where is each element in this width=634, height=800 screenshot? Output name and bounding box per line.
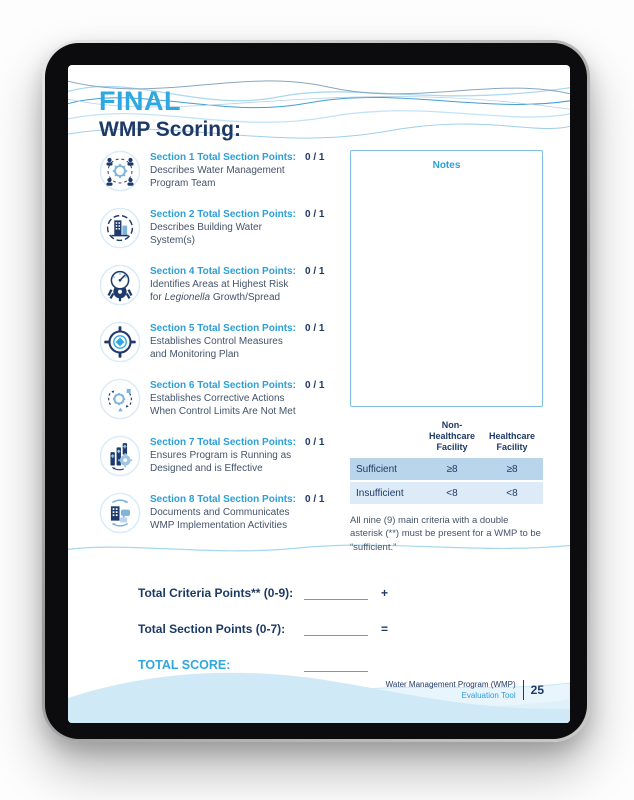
section-title: Section 4 Total Section Points:	[150, 266, 296, 277]
section-title: Section 2 Total Section Points:	[150, 209, 296, 220]
table-row-sufficient: Sufficient ≥8 ≥8	[350, 458, 543, 480]
section-desc: Establishes Control Measures and Monitoring Plan	[150, 336, 283, 360]
page-title: WMP Scoring:	[99, 118, 241, 141]
section-desc: Describes Water Management Program Team	[150, 165, 285, 189]
section-row-6	[99, 378, 337, 420]
team-gear-icon	[99, 150, 141, 192]
section-score: 0 / 1	[305, 209, 325, 220]
total-score-row	[138, 657, 388, 672]
building-water-icon	[99, 207, 141, 249]
totals-block	[138, 585, 388, 693]
section-score: 0 / 1	[305, 380, 325, 391]
control-target-icon	[99, 321, 141, 363]
total-score-blank-field[interactable]	[304, 659, 368, 672]
section-title: Section 1 Total Section Points:	[150, 152, 296, 163]
criteria-note: All nine (9) main criteria with a double asterisk (**) must be present for a WMP to be “sufficient.”	[350, 515, 541, 553]
risk-gauge-icon	[99, 264, 141, 306]
equals-operator: =	[381, 622, 389, 636]
body-columns	[99, 150, 543, 554]
documentation-comms-icon	[99, 492, 141, 534]
footer-divider	[523, 680, 524, 700]
page-footer	[386, 679, 544, 701]
section-desc: Ensures Program is Running as Designed and is Effective	[150, 450, 292, 474]
section-score: 0 / 1	[305, 437, 325, 448]
total-criteria-label: Total Criteria Points** (0-9):	[138, 586, 294, 600]
table-header-row	[350, 420, 543, 458]
final-label: FINAL	[99, 86, 181, 116]
plus-operator: +	[381, 586, 389, 600]
total-score-label: TOTAL SCORE:	[138, 658, 231, 672]
col-header-non-healthcare: Non-Healthcare Facility	[428, 420, 476, 452]
section-row-1	[99, 150, 337, 192]
notes-box[interactable]	[350, 150, 543, 407]
total-criteria-blank-field[interactable]	[304, 587, 368, 600]
total-section-blank-field[interactable]	[304, 623, 368, 636]
section-list	[99, 150, 337, 554]
section-row-8	[99, 492, 337, 534]
section-score: 0 / 1	[305, 494, 325, 505]
section-title: Section 7 Total Section Points:	[150, 437, 296, 448]
table-row-insufficient: Insufficient <8 <8	[350, 482, 543, 504]
section-title: Section 5 Total Section Points:	[150, 323, 296, 334]
total-section-label: Total Section Points (0-7):	[138, 622, 286, 636]
section-score: 0 / 1	[305, 323, 325, 334]
notes-title: Notes	[432, 160, 461, 171]
footer-program-name: Water Management Program (WMP)	[385, 680, 516, 689]
total-criteria-row	[138, 585, 388, 600]
section-title: Section 8 Total Section Points:	[150, 494, 296, 505]
sufficiency-table	[350, 420, 543, 504]
section-desc: Describes Building Water System(s)	[150, 222, 262, 246]
section-desc: Documents and Communicates WMP Implementation Activities	[150, 507, 290, 531]
tablet-frame	[42, 40, 590, 742]
section-row-2	[99, 207, 337, 249]
section-title: Section 6 Total Section Points:	[150, 380, 296, 391]
footer-tool-name: Evaluation Tool	[461, 691, 516, 700]
performance-chart-icon	[99, 435, 141, 477]
section-desc: Identifies Areas at Highest Risk for Legionella Growth/Spread	[150, 279, 289, 303]
tablet-bezel	[45, 43, 587, 739]
notes-and-table-column	[350, 150, 543, 554]
page-number: 25	[530, 683, 544, 697]
col-header-healthcare: Healthcare Facility	[488, 431, 536, 452]
total-section-row	[138, 621, 388, 636]
section-score: 0 / 1	[305, 152, 325, 163]
section-score: 0 / 1	[305, 266, 325, 277]
section-row-4	[99, 264, 337, 306]
section-row-5	[99, 321, 337, 363]
tablet-screen	[68, 65, 570, 723]
corrective-cycle-icon	[99, 378, 141, 420]
section-desc: Establishes Corrective Actions When Control Limits Are Not Met	[150, 393, 296, 417]
section-row-7	[99, 435, 337, 477]
